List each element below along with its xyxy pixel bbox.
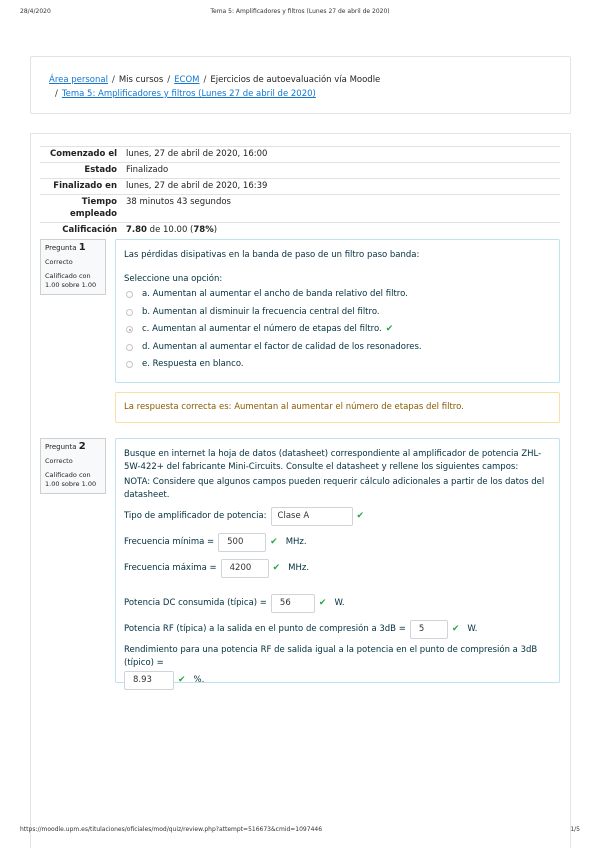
fmax-input[interactable]: 4200: [221, 559, 269, 578]
field-row-fmax: [124, 559, 549, 578]
question-text: Las pérdidas disipativas en la banda de paso de un filtro paso banda:: [124, 250, 420, 260]
question-prefix: Pregunta: [45, 244, 77, 252]
breadcrumb: [30, 56, 571, 114]
summary-label: Comenzado el: [40, 147, 122, 163]
breadcrumb-mis-cursos: Mis cursos: [118, 75, 164, 85]
field-label: Frecuencia mínima =: [124, 537, 215, 547]
check-icon: ✔: [356, 511, 365, 521]
summary-grade: [122, 223, 560, 239]
radio-button-selected[interactable]: [126, 326, 133, 333]
option-label: e. Respuesta en blanco.: [142, 359, 244, 370]
check-icon: ✔: [272, 563, 281, 573]
check-icon: ✔: [451, 624, 460, 634]
grade-score: 7.80: [126, 225, 147, 235]
summary-label: Tiempo empleado: [40, 195, 122, 223]
breadcrumb-area-personal[interactable]: Área personal: [49, 75, 108, 85]
field-row-prf: [124, 620, 549, 639]
option-label: a. Aumentan al aumentar el ancho de banda relativo del filtro.: [142, 289, 408, 300]
question-number: [45, 442, 101, 452]
summary-row: [40, 195, 560, 223]
question-index: 2: [78, 441, 86, 452]
radio-button[interactable]: [126, 291, 133, 298]
attempt-summary: [40, 146, 560, 238]
question-1-content: [115, 239, 560, 383]
fmin-input[interactable]: 500: [218, 533, 266, 552]
field-row-rend: [124, 671, 549, 690]
question-mark: Calificado con 1.00 sobre 1.00: [45, 272, 97, 289]
summary-value: lunes, 27 de abril de 2020, 16:00: [122, 147, 560, 163]
field-label: Potencia DC consumida (típica) =: [124, 598, 267, 608]
check-icon: ✔: [385, 324, 394, 335]
field-label: Rendimiento para una potencia RF de salida igual a la potencia en el punto de compresión a 3dB (típico) =: [124, 645, 538, 668]
breadcrumb-separator: /: [167, 75, 171, 85]
print-footer: [20, 826, 580, 836]
answer-options: [124, 286, 549, 374]
print-page-number: 1/5: [570, 826, 580, 833]
answer-option-b[interactable]: [124, 304, 549, 322]
summary-value: 38 minutos 43 segundos: [122, 195, 560, 223]
field-unit: MHz.: [285, 537, 307, 547]
answer-option-a[interactable]: [124, 286, 549, 304]
breadcrumb-course[interactable]: ECOM: [174, 75, 200, 85]
print-title: Tema 5: Amplificadores y filtros (Lunes 27 de abril de 2020): [210, 8, 390, 15]
check-icon: ✔: [178, 675, 186, 685]
amplifier-type-select[interactable]: Clase A: [271, 507, 353, 526]
breadcrumb-section: Ejercicios de autoevaluación vía Moodle: [210, 75, 381, 85]
field-row-fmin: [124, 533, 549, 552]
prf-input[interactable]: 5: [410, 620, 448, 639]
pdc-input[interactable]: 56: [271, 594, 315, 613]
breadcrumb-quiz[interactable]: Tema 5: Amplificadores y filtros (Lunes 27 de abril de 2020): [61, 89, 316, 99]
question-state: Correcto: [45, 258, 73, 266]
breadcrumb-separator: /: [55, 89, 58, 99]
option-label: d. Aumentan al aumentar el factor de calidad de los resonadores.: [142, 341, 422, 352]
print-url: https://moodle.upm.es/titulaciones/oficiales/mod/quiz/review.php?attempt=516673&cmid=1097446: [20, 826, 323, 833]
print-header: [20, 8, 580, 20]
check-icon: ✔: [318, 598, 327, 608]
summary-row: [40, 147, 560, 163]
field-unit: W.: [467, 624, 478, 634]
question-2-info: [40, 438, 106, 494]
question-2-content: [115, 438, 560, 683]
field-label: Frecuencia máxima =: [124, 563, 217, 573]
grade-end: ): [213, 225, 218, 235]
breadcrumb-separator: /: [203, 75, 207, 85]
answer-option-e[interactable]: [124, 356, 549, 374]
check-icon: ✔: [270, 537, 278, 547]
radio-button[interactable]: [126, 344, 133, 351]
summary-label: Finalizado en: [40, 179, 122, 195]
question-1-info: [40, 239, 106, 295]
summary-label: Calificación: [40, 223, 122, 239]
efficiency-input[interactable]: 8.93: [124, 671, 174, 690]
correct-answer-feedback: La respuesta correcta es: Aumentan al aumentar el número de etapas del filtro.: [115, 392, 560, 423]
answer-option-d[interactable]: [124, 339, 549, 357]
summary-row: [40, 163, 560, 179]
question-index: 1: [78, 242, 86, 253]
summary-value: lunes, 27 de abril de 2020, 16:39: [122, 179, 560, 195]
field-unit: W.: [334, 598, 345, 608]
question-mark: Calificado con 1.00 sobre 1.00: [45, 471, 97, 488]
summary-row: [40, 179, 560, 195]
field-label: Tipo de amplificador de potencia:: [124, 511, 267, 521]
option-label: b. Aumentan al disminuir la frecuencia central del filtro.: [142, 306, 380, 317]
option-label: c. Aumentan al aumentar el número de etapas del filtro.: [142, 324, 382, 335]
question-state: Correcto: [45, 457, 73, 465]
summary-value: Finalizado: [122, 163, 560, 179]
question-number: [45, 243, 101, 253]
field-label: Potencia RF (típica) a la salida en el punto de compresión a 3dB =: [124, 624, 406, 634]
radio-button[interactable]: [126, 361, 133, 368]
summary-label: Estado: [40, 163, 122, 179]
breadcrumb-separator: /: [111, 75, 115, 85]
field-unit: %.: [193, 675, 205, 685]
print-date: 28/4/2020: [20, 8, 51, 15]
field-row-tipo: [124, 507, 549, 526]
question-note: NOTA: Considere que algunos campos pueden requerir cálculo adicionales a partir de los datos del datasheet.: [124, 477, 545, 500]
question-prefix: Pregunta: [45, 443, 77, 451]
question-text: Busque en internet la hoja de datos (datasheet) correspondiente al amplificador de potencia ZHL-5W-422+ del fabricante Mini-Circuits. Consulte el datasheet y rellene los siguientes campos:: [124, 449, 542, 472]
grade-percent: 78%: [193, 225, 214, 235]
answer-option-c[interactable]: [124, 321, 549, 339]
field-unit: MHz.: [288, 563, 310, 573]
answer-prompt: Seleccione una opción:: [124, 274, 223, 284]
radio-button[interactable]: [126, 309, 133, 316]
grade-total: de 10.00 (: [146, 225, 194, 235]
summary-row-grade: [40, 223, 560, 239]
field-row-pdc: [124, 594, 549, 613]
